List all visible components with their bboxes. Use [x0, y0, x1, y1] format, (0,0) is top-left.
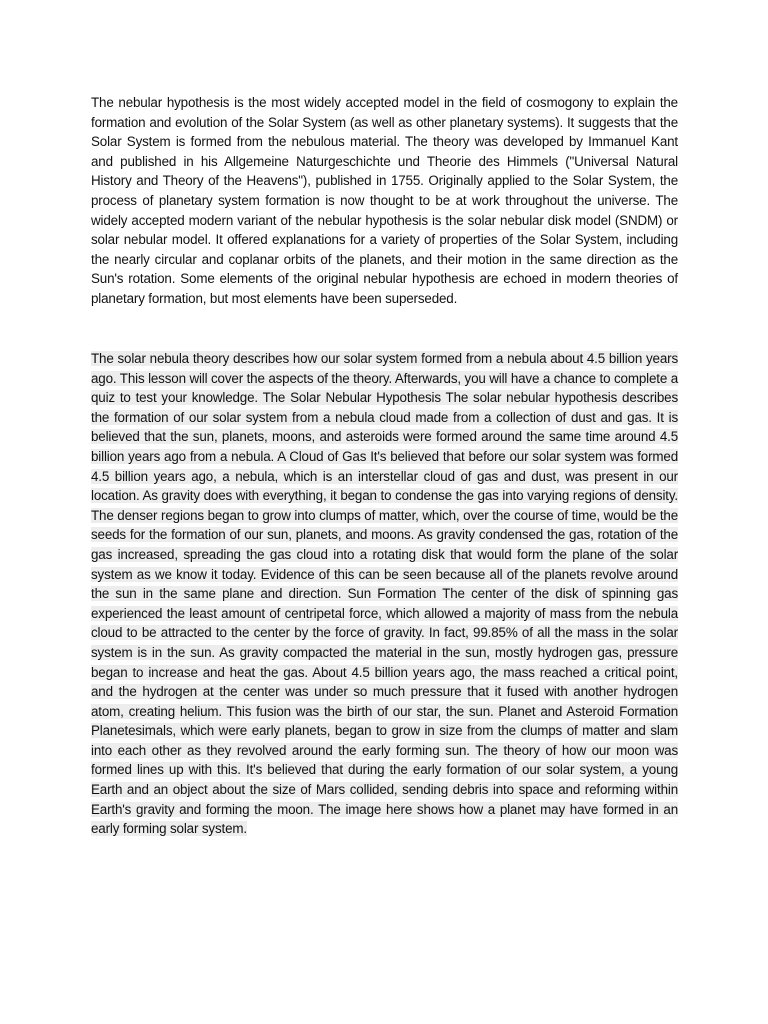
- paragraph-nebular-hypothesis: [91, 93, 678, 309]
- paragraph-solar-nebula-theory: [91, 349, 678, 839]
- paragraph-2-highlighted-text: The solar nebula theory describes how our solar system formed from a nebula about 4.5 billion years ago. This lesson will cover the aspects of the theory. Afterwards, you will have a chance to complete a quiz to test your knowledge. The Solar Nebular Hypothesis The solar nebular hypothesis describes the formation of our solar system from a nebula cloud made from a collection of dust and gas. It is believed that the sun, planets, moons, and asteroids were formed around the same time around 4.5 billion years ago from a nebula. A Cloud of Gas It's believed that before our solar system was formed 4.5 billion years ago, a nebula, which is an interstellar cloud of gas and dust, was present in our location. As gravity does with everything, it began to condense the gas into varying regions of density. The denser regions began to grow into clumps of matter, which, over the course of time, would be the seeds for the formation of our sun, planets, and moons. As gravity condensed the gas, rotation of the gas increased, spreading the gas cloud into a rotating disk that would form the plane of the solar system as we know it today. Evidence of this can be seen because all of the planets revolve around the sun in the same plane and direction. Sun Formation The center of the disk of spinning gas experienced the least amount of centripetal force, which allowed a majority of mass from the nebula cloud to be attracted to the center by the force of gravity. In fact, 99.85% of all the mass in the solar system is in the sun. As gravity compacted the material in the sun, mostly hydrogen gas, pressure began to increase and heat the gas. About 4.5 billion years ago, the mass reached a critical point, and the hydrogen at the center was under so much pressure that it fused with another hydrogen atom, creating helium. This fusion was the birth of our star, the sun. Planet and Asteroid Formation Planetesimals, which were early planets, began to grow in size from the clumps of matter and slam into each other as they revolved around the early forming sun. The theory of how our moon was formed lines up with this. It's believed that during the early formation of our solar system, a young Earth and an object about the size of Mars collided, sending debris into space and reforming within Earth's gravity and forming the moon. The image here shows how a planet may have formed in an early forming solar system.: [91, 351, 678, 837]
- paragraph-1-text: The nebular hypothesis is the most widely accepted model in the field of cosmogony to explain the formation and evolution of the Solar System (as well as other planetary systems). It suggests that the Solar System is formed from the nebulous material. The theory was developed by Immanuel Kant and published in his Allgemeine Naturgeschichte und Theorie des Himmels ("Universal Natural History and Theory of the Heavens"), published in 1755. Originally applied to the Solar System, the process of planetary system formation is now thought to be at work throughout the universe. The widely accepted modern variant of the nebular hypothesis is the solar nebular disk model (SNDM) or solar nebular model. It offered explanations for a variety of properties of the Solar System, including the nearly circular and coplanar orbits of the planets, and their motion in the same direction as the Sun's rotation. Some elements of the original nebular hypothesis are echoed in modern theories of planetary formation, but most elements have been superseded.: [91, 95, 678, 306]
